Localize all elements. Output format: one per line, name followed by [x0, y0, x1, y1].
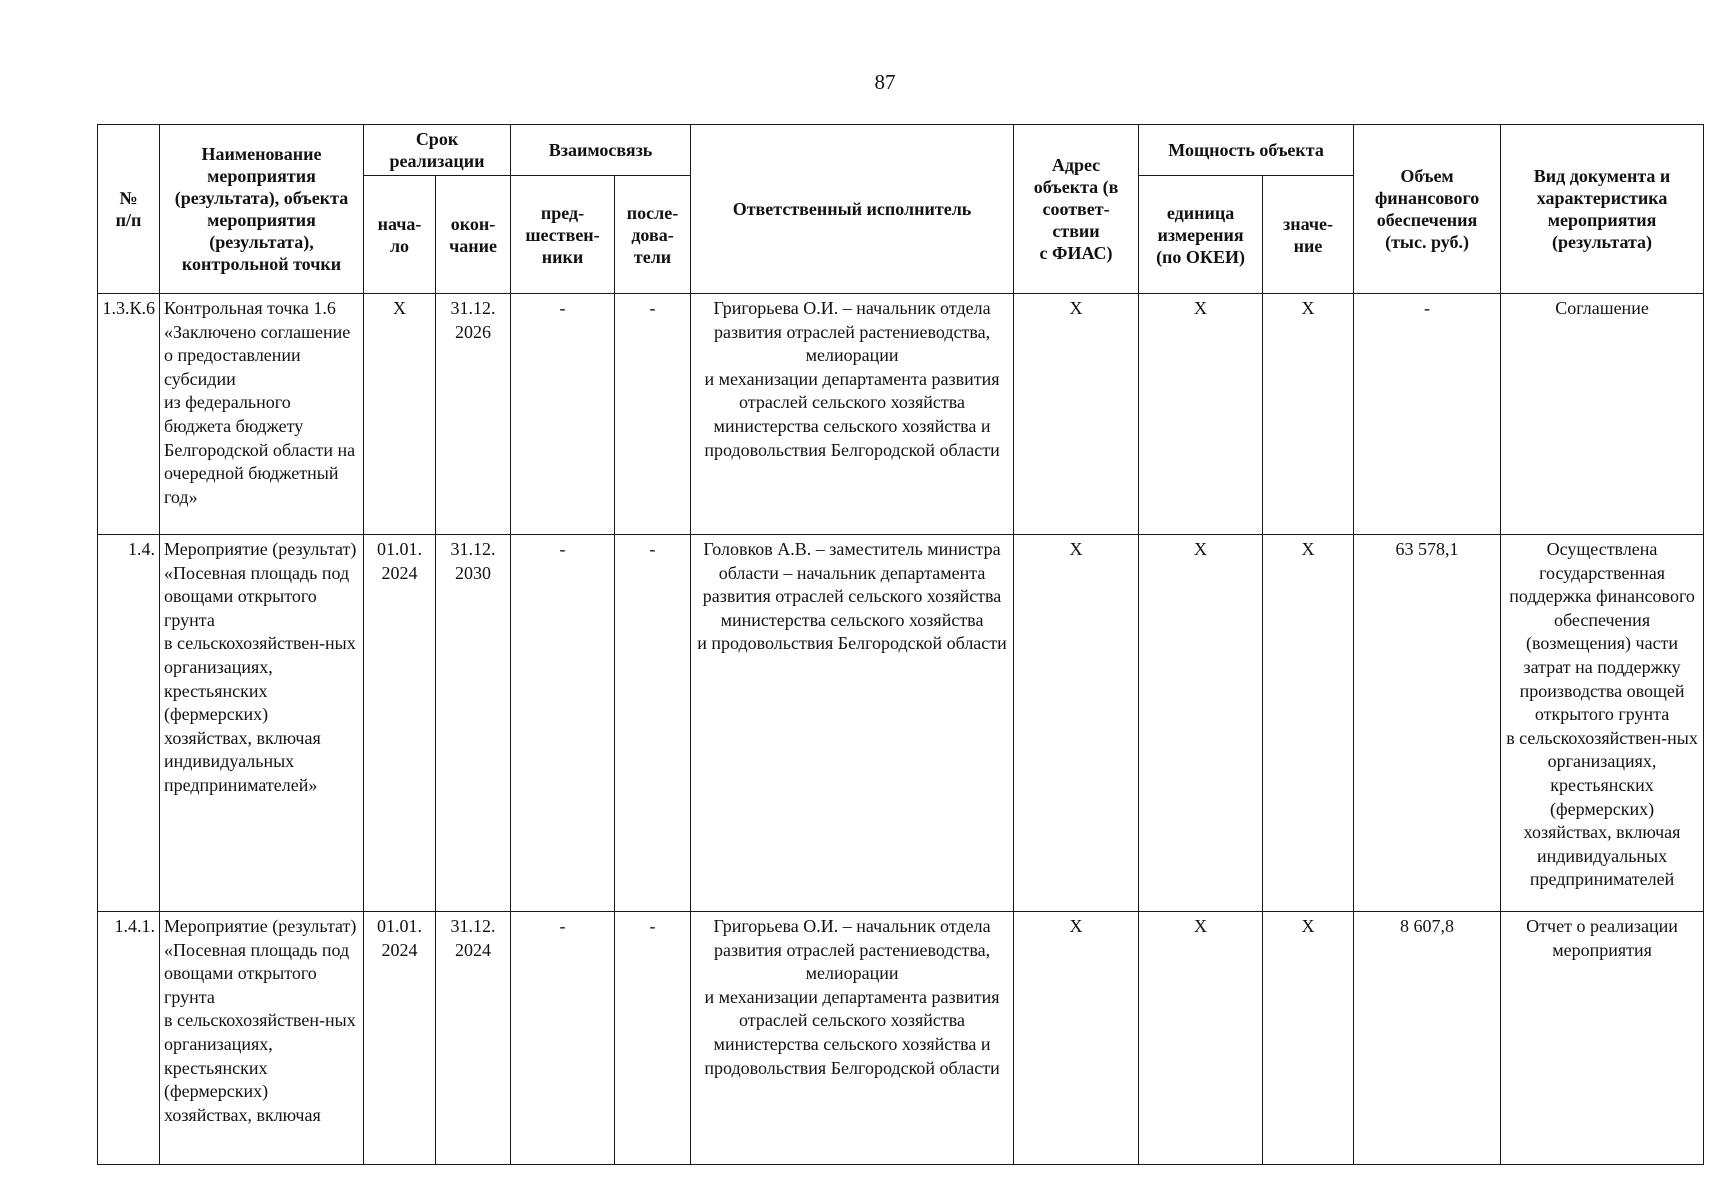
- row-value: X: [1263, 535, 1354, 912]
- row-name: Контрольная точка 1.6 «Заключено соглашение о предоставлении субсидии из федерального бюджета бюджету Белгородской области на очередной бюджетный год»: [160, 294, 364, 535]
- row-doc: Отчет о реализации мероприятия: [1501, 912, 1704, 1165]
- row-funding: -: [1354, 294, 1501, 535]
- table-row: [98, 912, 1704, 1165]
- row-unit: X: [1139, 912, 1263, 1165]
- header-num: № п/п: [98, 125, 160, 294]
- row-next: -: [615, 535, 691, 912]
- header-name: Наименование мероприятия (результата), объекта мероприятия (результата), контрольной точки: [160, 125, 364, 294]
- row-address: X: [1014, 912, 1139, 1165]
- header-term-end: окон- чание: [436, 176, 511, 294]
- header-relation: Взаимосвязь: [511, 125, 691, 176]
- header-capacity: Мощность объекта: [1139, 125, 1354, 176]
- row-num: 1.4.1.: [98, 912, 160, 1165]
- row-value: X: [1263, 294, 1354, 535]
- row-num: 1.4.: [98, 535, 160, 912]
- header-funding: Объем финансового обеспечения (тыс. руб.): [1354, 125, 1501, 294]
- header-relation-prev: пред- шествен- ники: [511, 176, 615, 294]
- row-name: Мероприятие (результат) «Посевная площадь под овощами открытого грунта в сельскохозяйствен-ных организациях, крестьянских (фермерских) хозяйствах, включая индивидуальных предпринимателей»: [160, 535, 364, 912]
- row-prev: -: [511, 294, 615, 535]
- header-term: Срок реализации: [364, 125, 511, 176]
- row-start: 01.01. 2024: [364, 535, 436, 912]
- table-row: [98, 294, 1704, 535]
- row-executor: Головков А.В. – заместитель министра области – начальник департамента развития отраслей сельского хозяйства министерства сельского хозяйства и продовольствия Белгородской области: [691, 535, 1014, 912]
- table-header-row: [98, 125, 1704, 176]
- row-doc: Соглашение: [1501, 294, 1704, 535]
- row-funding: 8 607,8: [1354, 912, 1501, 1165]
- row-address: X: [1014, 294, 1139, 535]
- row-start: 01.01. 2024: [364, 912, 436, 1165]
- header-executor: Ответственный исполнитель: [691, 125, 1014, 294]
- row-start: X: [364, 294, 436, 535]
- header-term-start: нача- ло: [364, 176, 436, 294]
- header-capacity-unit: единица измерения (по ОКЕИ): [1139, 176, 1263, 294]
- row-next: -: [615, 294, 691, 535]
- page-number: 87: [874, 70, 896, 94]
- header-address: Адрес объекта (в соответ- ствии с ФИАС): [1014, 125, 1139, 294]
- row-address: X: [1014, 535, 1139, 912]
- row-prev: -: [511, 535, 615, 912]
- header-doc-type: Вид документа и характеристика мероприятия (результата): [1501, 125, 1704, 294]
- row-next: -: [615, 912, 691, 1165]
- row-doc: Осуществлена государственная поддержка финансового обеспечения (возмещения) части затрат на поддержку производства овощей открытого грунта в сельскохозяйствен-ных организациях, крестьянских (фермерских) хозяйствах, включая индивидуальных предпринимателей: [1501, 535, 1704, 912]
- row-end: 31.12. 2024: [436, 912, 511, 1165]
- row-num: 1.3.К.6: [98, 294, 160, 535]
- row-unit: X: [1139, 294, 1263, 535]
- row-end: 31.12. 2030: [436, 535, 511, 912]
- row-name: Мероприятие (результат) «Посевная площадь под овощами открытого грунта в сельскохозяйствен-ных организациях, крестьянских (фермерских) хозяйствах, включая: [160, 912, 364, 1165]
- row-prev: -: [511, 912, 615, 1165]
- row-funding: 63 578,1: [1354, 535, 1501, 912]
- row-value: X: [1263, 912, 1354, 1165]
- row-executor: Григорьева О.И. – начальник отдела развития отраслей растениеводства, мелиорации и механизации департамента развития отраслей сельского хозяйства министерства сельского хозяйства и продовольствия Белгородской области: [691, 912, 1014, 1165]
- header-capacity-value: значе- ние: [1263, 176, 1354, 294]
- row-executor: Григорьева О.И. – начальник отдела развития отраслей растениеводства, мелиорации и механизации департамента развития отраслей сельского хозяйства министерства сельского хозяйства и продовольствия Белгородской области: [691, 294, 1014, 535]
- table-row: [98, 535, 1704, 912]
- row-end: 31.12. 2026: [436, 294, 511, 535]
- header-relation-next: после- дова- тели: [615, 176, 691, 294]
- activity-plan-table: [97, 124, 1704, 1165]
- row-unit: X: [1139, 535, 1263, 912]
